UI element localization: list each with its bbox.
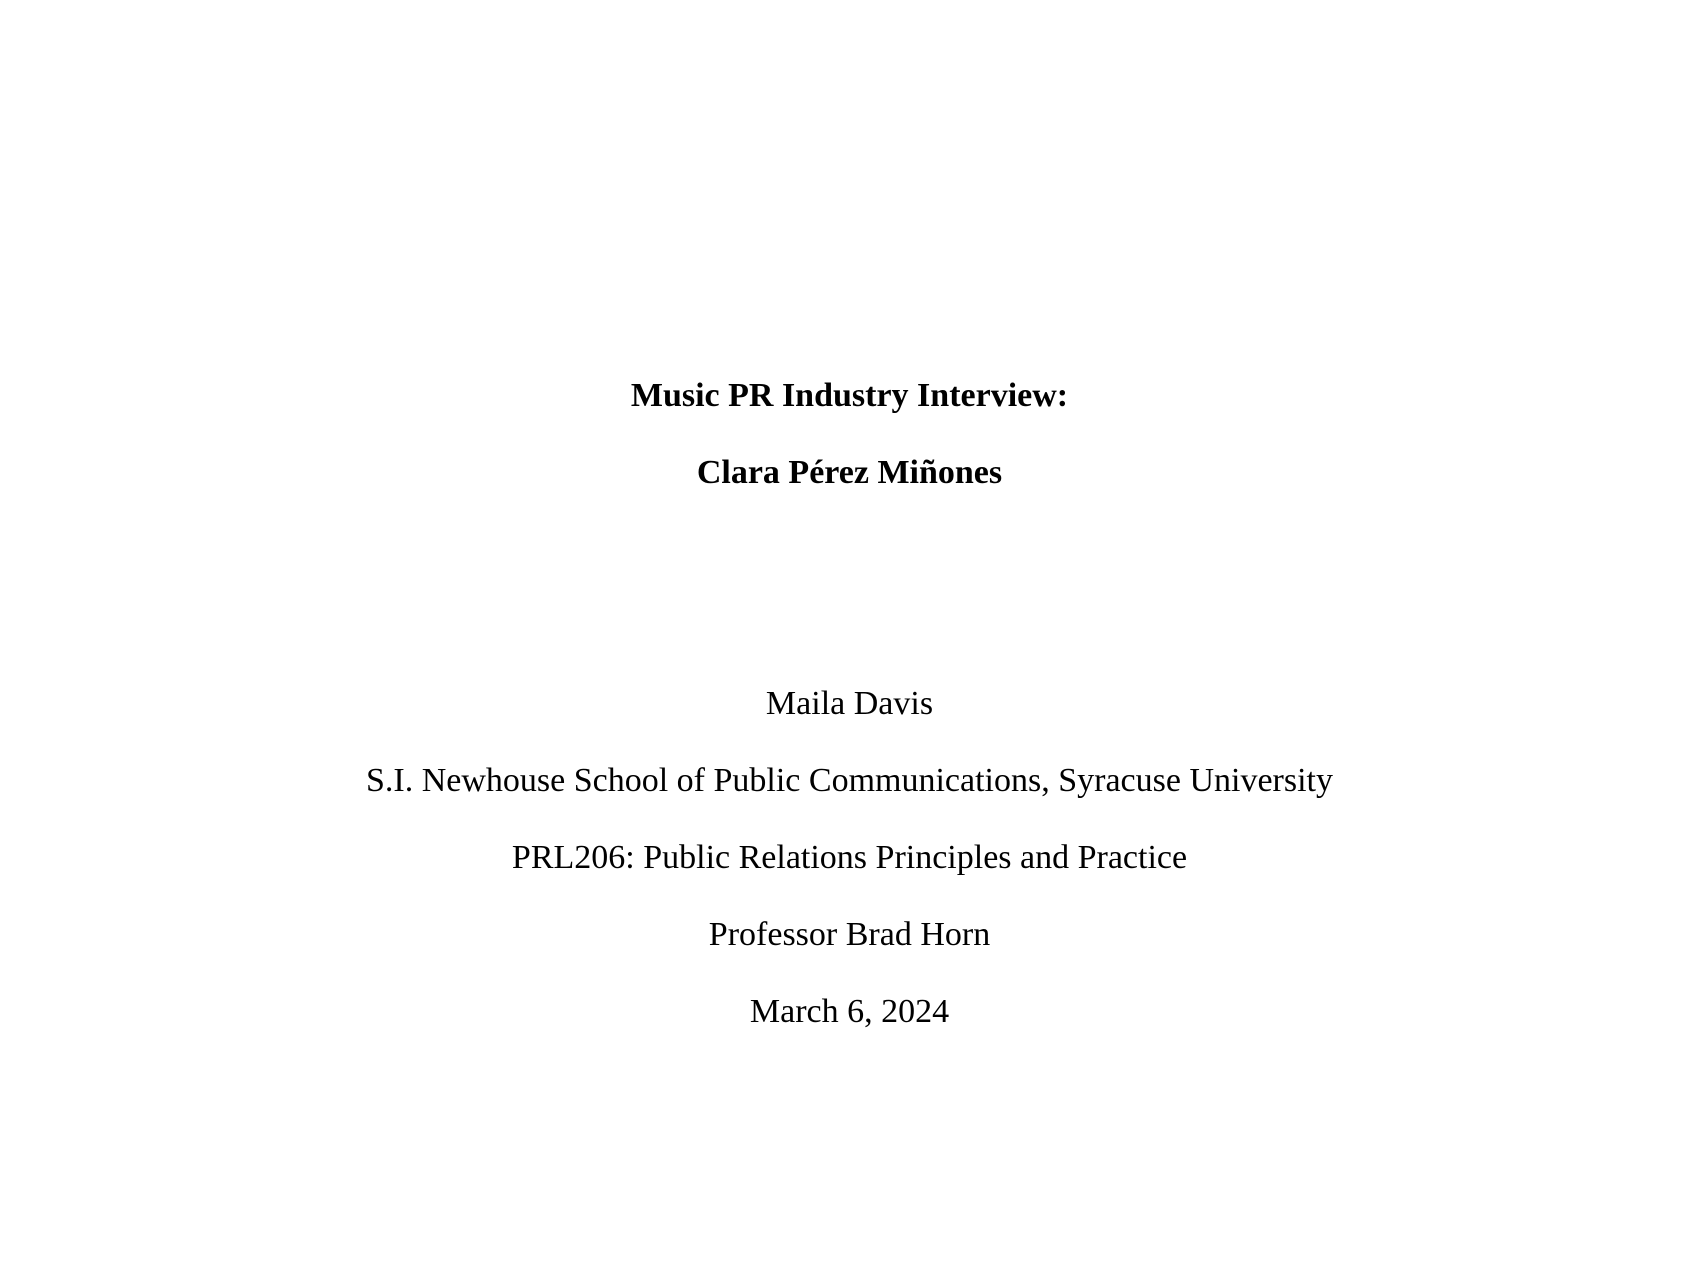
- author-name: Maila Davis: [765, 685, 934, 722]
- submission-date: March 6, 2024: [749, 993, 950, 1030]
- instructor-name: Professor Brad Horn: [708, 916, 991, 953]
- course-name: PRL206: Public Relations Principles and Practice: [511, 839, 1188, 876]
- paper-title-line-2: Clara Pérez Miñones: [696, 454, 1003, 491]
- paper-title-line-1: Music PR Industry Interview:: [630, 377, 1069, 414]
- institution-affiliation: S.I. Newhouse School of Public Communications, Syracuse University: [365, 762, 1333, 799]
